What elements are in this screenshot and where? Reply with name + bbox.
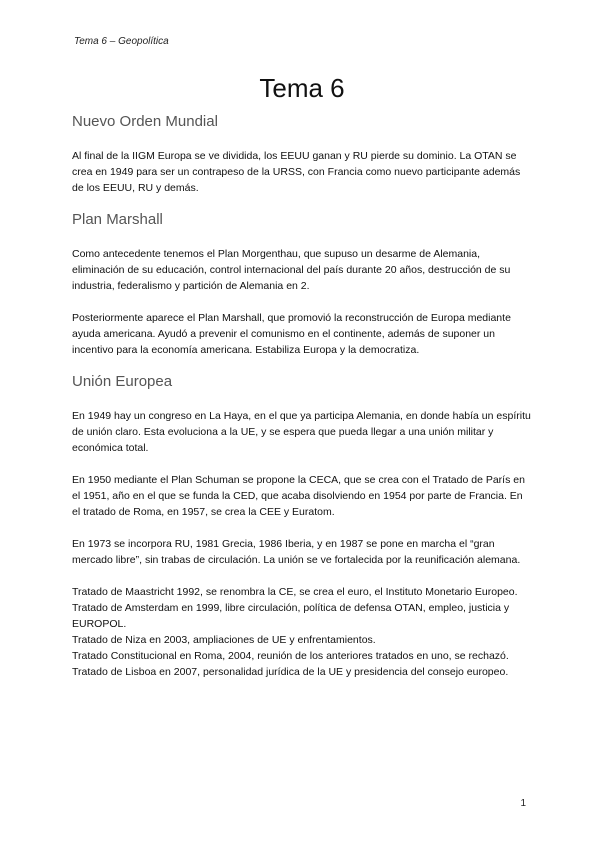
paragraph: En 1949 hay un congreso en La Haya, en el que ya participa Alemania, en donde había un espíritu de unión claro. Esta evoluciona a la UE, y se espera que pueda llegar a una unión militar y económica total. bbox=[72, 410, 531, 454]
section-heading-plan-marshall: Plan Marshall bbox=[72, 211, 163, 228]
paragraph: Como antecedente tenemos el Plan Morgenthau, que supuso un desarme de Alemania, eliminación de su educación, control internacional del país durante 20 años, destrucción de su industria, federalismo y partición de Alemania en 2. bbox=[72, 248, 511, 292]
document-content bbox=[72, 72, 532, 680]
paragraph: En 1973 se incorpora RU, 1981 Grecia, 1986 Iberia, y en 1987 se pone en marcha el “gran mercado libre”, sin trabas de circulación. La unión se ve fortalecida por la reunificación alemana. bbox=[72, 538, 521, 566]
page-number: 1 bbox=[520, 798, 526, 809]
paragraph: En 1950 mediante el Plan Schuman se propone la CECA, que se crea con el Tratado de París en el 1951, año en el que se funda la CED, que acaba disolviendo en 1954 por parte de Francia. En el tratado de Roma, en 1957, se crea la CEE y Euratom. bbox=[72, 474, 525, 518]
running-header: Tema 6 – Geopolítica bbox=[74, 36, 169, 47]
page-title: Tema 6 bbox=[259, 73, 345, 103]
section-heading-nuevo-orden-mundial: Nuevo Orden Mundial bbox=[72, 113, 218, 130]
paragraph: Posteriormente aparece el Plan Marshall, que promovió la reconstrucción de Europa mediante ayuda americana. Ayudó a prevenir el comunismo en el continente, además de suponer un incentivo para la economía americana. Estabiliza Europa y la democratiza. bbox=[72, 312, 511, 356]
section-heading-union-europea: Unión Europea bbox=[72, 373, 173, 390]
paragraph: Al final de la IIGM Europa se ve dividida, los EEUU ganan y RU pierde su dominio. La OTAN se crea en 1949 para ser un contrapeso de la URSS, con Francia como nuevo participante además de los EEUU, RU y demás. bbox=[72, 150, 521, 194]
treaty-item: Tratado de Lisboa en 2007, personalidad jurídica de la UE y presidencia del consejo europeo. bbox=[72, 666, 509, 678]
treaty-item: Tratado de Amsterdam en 1999, libre circulación, política de defensa OTAN, empleo, justicia y EUROPOL. bbox=[72, 602, 510, 630]
treaty-item: Tratado de Maastricht 1992, se renombra la CE, se crea el euro, el Instituto Monetario Europeo. bbox=[72, 586, 518, 598]
treaty-list bbox=[72, 584, 532, 680]
treaty-item: Tratado Constitucional en Roma, 2004, reunión de los anteriores tratados en uno, se rechazó. bbox=[72, 650, 509, 662]
treaty-item: Tratado de Niza en 2003, ampliaciones de UE y enfrentamientos. bbox=[72, 634, 376, 646]
